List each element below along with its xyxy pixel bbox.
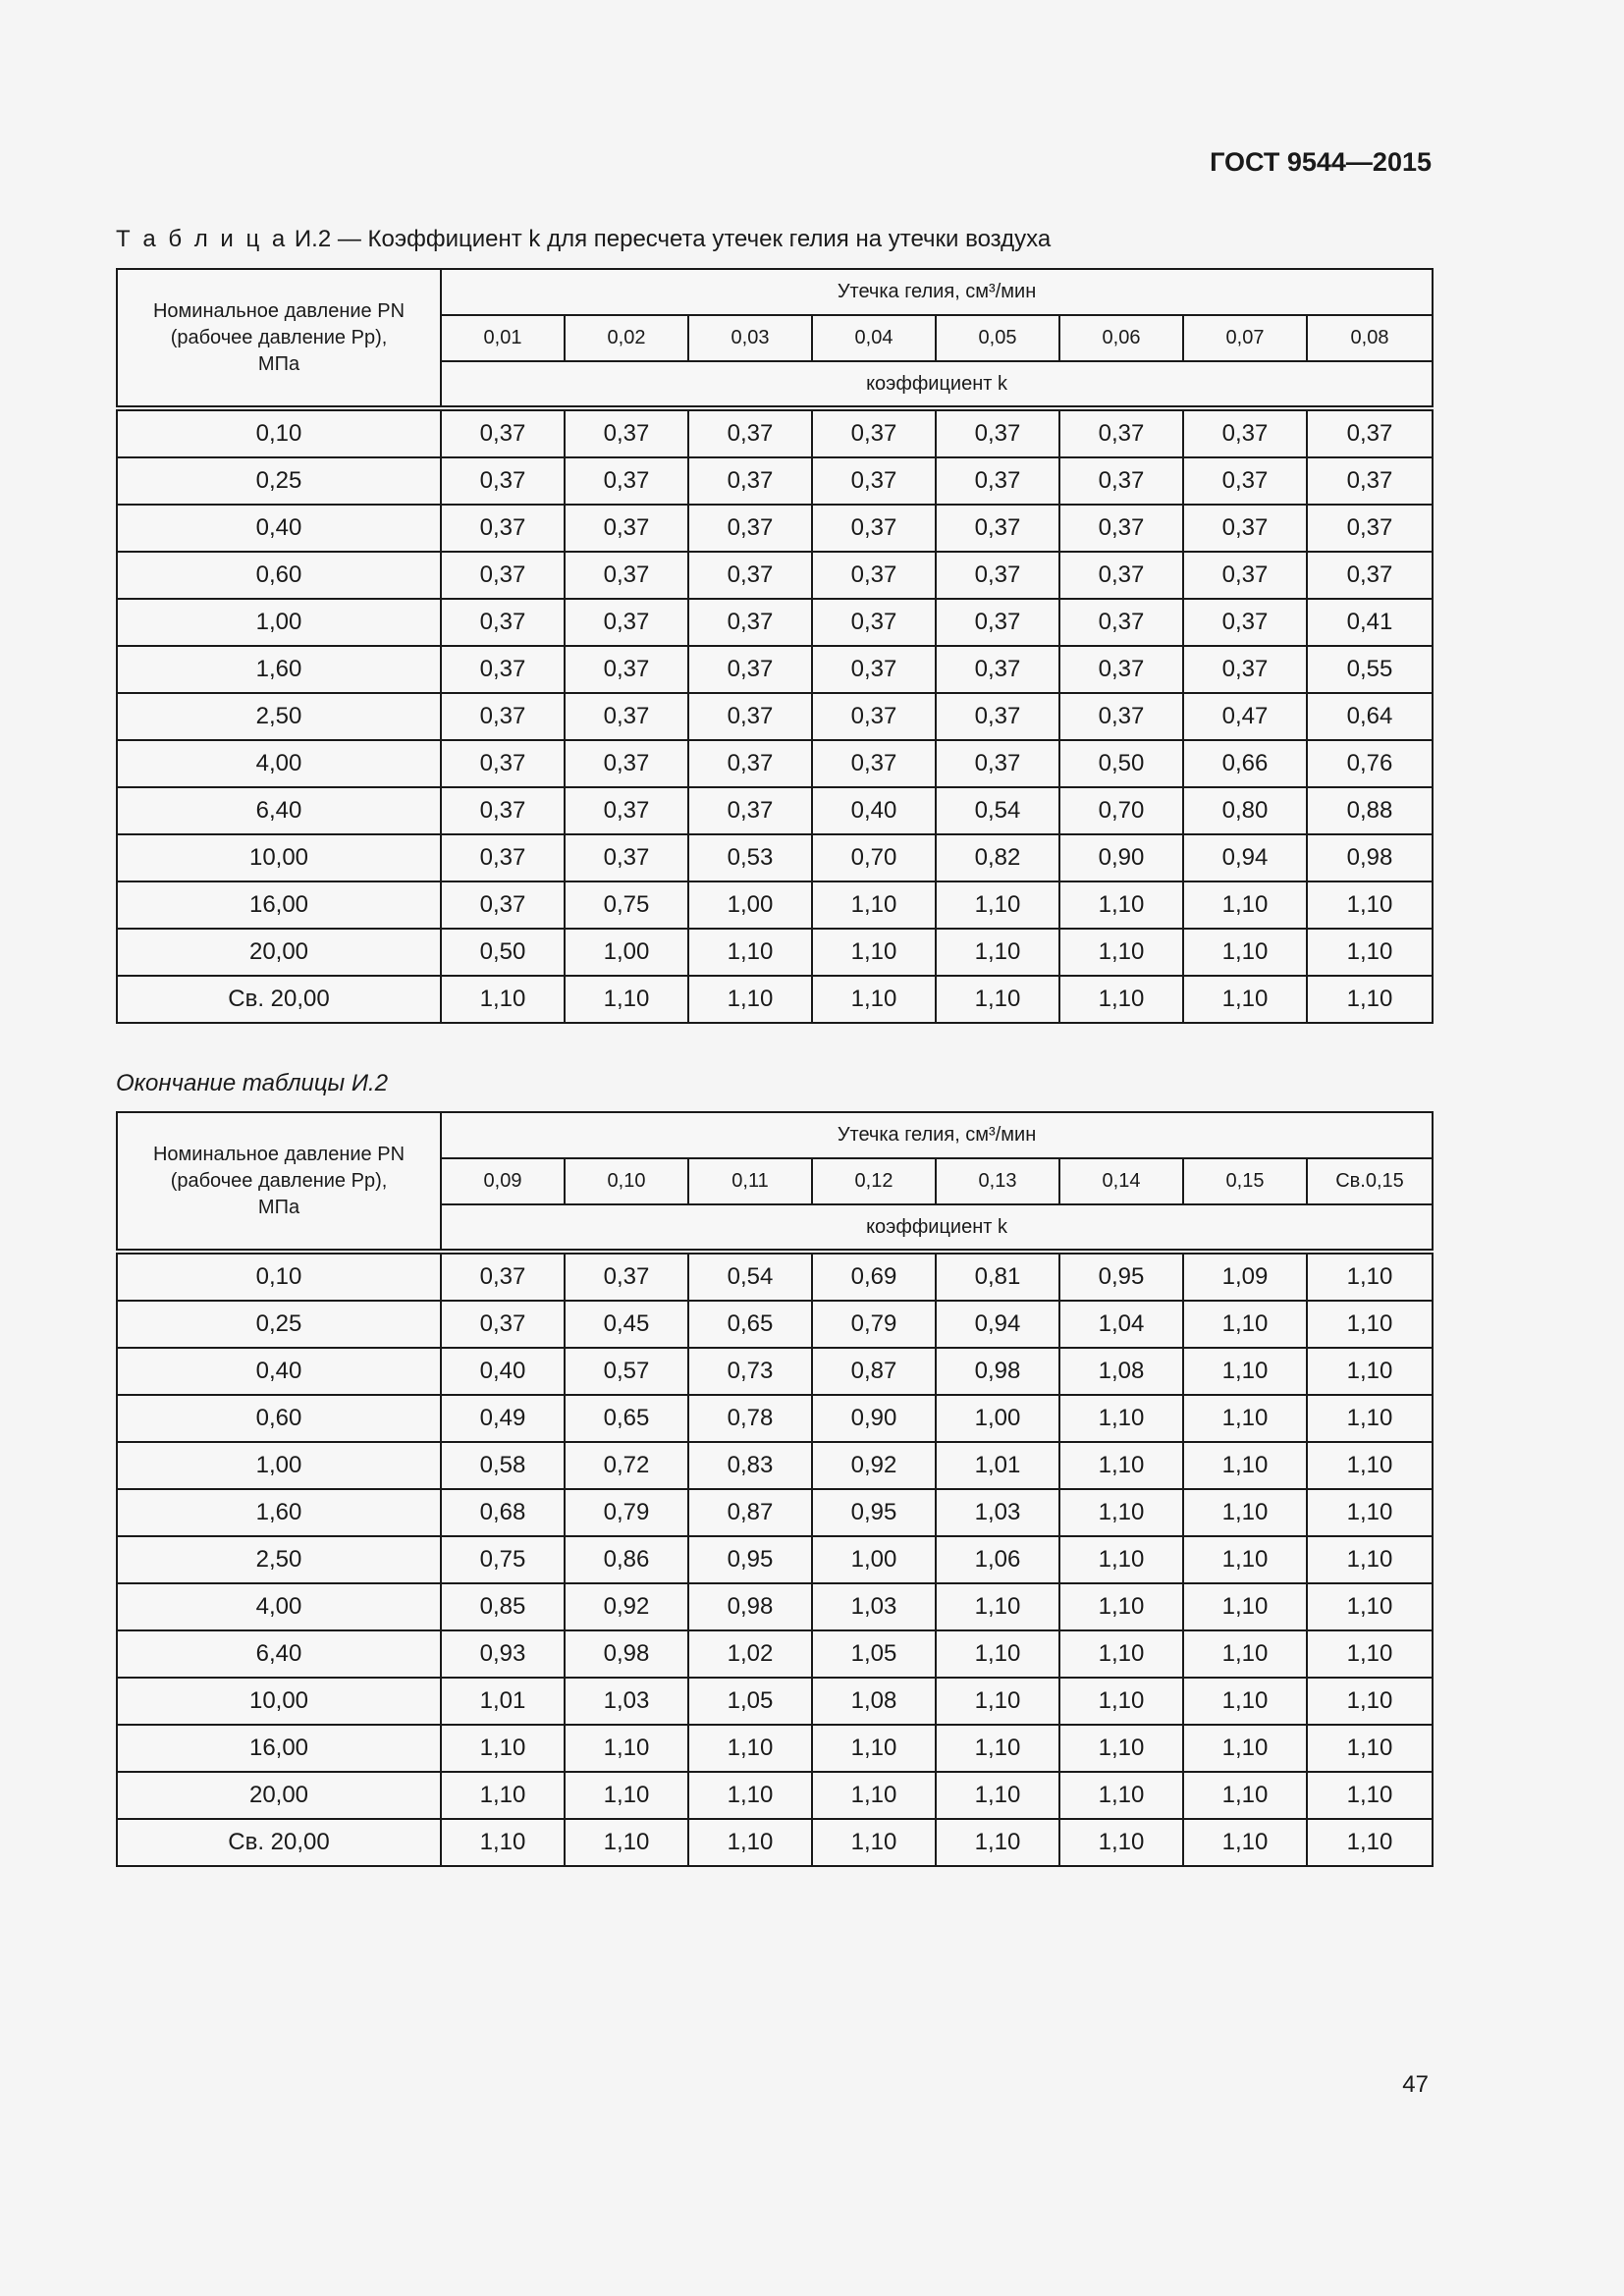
coefficient-cell: 0,75 xyxy=(441,1536,565,1583)
coefficient-cell: 1,10 xyxy=(936,1630,1059,1678)
coefficient-cell: 0,94 xyxy=(936,1301,1059,1348)
leak-value: 0,11 xyxy=(688,1158,812,1204)
coefficient-cell: 1,05 xyxy=(688,1678,812,1725)
table-row xyxy=(117,457,1433,505)
coefficient-cell: 0,37 xyxy=(441,787,565,834)
coefficient-cell: 1,10 xyxy=(565,1725,688,1772)
table-row xyxy=(117,599,1433,646)
table-row xyxy=(117,1252,1433,1301)
table-row xyxy=(117,929,1433,976)
coefficient-cell: 1,10 xyxy=(1183,1819,1307,1866)
coefficient-cell: 1,10 xyxy=(565,976,688,1023)
pressure-cell: 2,50 xyxy=(117,693,441,740)
coefficient-cell: 1,01 xyxy=(441,1678,565,1725)
coefficient-cell: 1,10 xyxy=(688,1725,812,1772)
pressure-cell: 0,25 xyxy=(117,1301,441,1348)
table-body xyxy=(117,408,1433,1023)
coefficient-cell: 1,10 xyxy=(688,976,812,1023)
coefficient-cell: 1,10 xyxy=(1059,1395,1183,1442)
coefficient-cell: 0,98 xyxy=(688,1583,812,1630)
standard-designation: ГОСТ 9544—2015 xyxy=(1210,147,1432,177)
coefficient-cell: 1,02 xyxy=(688,1630,812,1678)
coefficient-cell: 0,70 xyxy=(812,834,936,881)
coefficient-cell: 0,55 xyxy=(1307,646,1433,693)
coefficient-cell: 1,10 xyxy=(936,1772,1059,1819)
coefficient-cell: 1,04 xyxy=(1059,1301,1183,1348)
coefficient-cell: 1,10 xyxy=(936,1678,1059,1725)
coefficient-cell: 0,37 xyxy=(812,505,936,552)
coefficient-cell: 0,45 xyxy=(565,1301,688,1348)
coefficient-cell: 0,90 xyxy=(1059,834,1183,881)
leak-value: 0,04 xyxy=(812,315,936,361)
coefficient-cell: 0,37 xyxy=(1183,599,1307,646)
coefficient-cell: 0,37 xyxy=(565,505,688,552)
coefficient-cell: 1,10 xyxy=(1059,881,1183,929)
coefficient-cell: 1,10 xyxy=(1183,1395,1307,1442)
coefficient-cell: 0,93 xyxy=(441,1630,565,1678)
coefficient-cell: 1,10 xyxy=(565,1772,688,1819)
pressure-cell: 0,25 xyxy=(117,457,441,505)
coefficient-cell: 1,10 xyxy=(1307,1348,1433,1395)
coefficient-cell: 1,10 xyxy=(1183,1489,1307,1536)
coefficient-cell: 0,37 xyxy=(688,646,812,693)
coefficient-cell: 0,37 xyxy=(1059,552,1183,599)
table-row xyxy=(117,1348,1433,1395)
coefficient-cell: 0,87 xyxy=(812,1348,936,1395)
coefficient-cell: 1,06 xyxy=(936,1536,1059,1583)
table-continuation-caption: Окончание таблицы И.2 xyxy=(116,1070,389,1096)
coefficient-cell: 0,37 xyxy=(812,693,936,740)
coefficient-cell: 0,66 xyxy=(1183,740,1307,787)
coefficient-cell: 1,10 xyxy=(1059,1489,1183,1536)
coefficient-cell: 0,37 xyxy=(1183,505,1307,552)
coefficient-cell: 0,37 xyxy=(441,457,565,505)
helium-leak-header: Утечка гелия, см³/мин xyxy=(441,1112,1433,1158)
coefficient-cell: 0,81 xyxy=(936,1252,1059,1301)
table-row xyxy=(117,1772,1433,1819)
coefficient-cell: 0,75 xyxy=(565,881,688,929)
coefficient-cell: 1,10 xyxy=(1183,881,1307,929)
coefficient-cell: 0,37 xyxy=(565,787,688,834)
table-row xyxy=(117,740,1433,787)
coefficient-cell: 1,10 xyxy=(688,1819,812,1866)
coefficient-cell: 0,64 xyxy=(1307,693,1433,740)
coefficient-cell: 0,47 xyxy=(1183,693,1307,740)
pressure-column-header xyxy=(117,1112,441,1252)
coefficient-cell: 0,37 xyxy=(936,552,1059,599)
coefficient-cell: 1,10 xyxy=(1059,1819,1183,1866)
table-row xyxy=(117,1725,1433,1772)
coefficient-cell: 0,37 xyxy=(441,552,565,599)
coefficient-cell: 1,10 xyxy=(1183,1348,1307,1395)
coefficient-cell: 0,37 xyxy=(936,505,1059,552)
coefficient-cell: 0,76 xyxy=(1307,740,1433,787)
coefficient-cell: 1,10 xyxy=(1059,1442,1183,1489)
pressure-cell: 1,00 xyxy=(117,1442,441,1489)
pressure-cell: 16,00 xyxy=(117,881,441,929)
table-row xyxy=(117,1489,1433,1536)
coefficient-cell: 0,37 xyxy=(688,552,812,599)
coefficient-cell: 0,37 xyxy=(812,740,936,787)
pressure-cell: 4,00 xyxy=(117,740,441,787)
table-row xyxy=(117,408,1433,457)
coefficient-cell: 1,10 xyxy=(1307,1536,1433,1583)
coefficient-cell: 0,68 xyxy=(441,1489,565,1536)
table-caption-label: Т а б л и ц а xyxy=(116,226,289,252)
pressure-cell: 6,40 xyxy=(117,1630,441,1678)
helium-leak-header: Утечка гелия, см³/мин xyxy=(441,269,1433,315)
coefficient-cell: 0,37 xyxy=(565,552,688,599)
coefficient-cell: 0,92 xyxy=(812,1442,936,1489)
coefficient-cell: 1,10 xyxy=(936,1819,1059,1866)
leak-value: 0,15 xyxy=(1183,1158,1307,1204)
coefficient-cell: 1,10 xyxy=(1183,1301,1307,1348)
coefficient-cell: 1,00 xyxy=(565,929,688,976)
coefficient-cell: 1,10 xyxy=(1307,1583,1433,1630)
coefficient-cell: 1,10 xyxy=(1307,1489,1433,1536)
coefficient-cell: 0,40 xyxy=(441,1348,565,1395)
leak-value: 0,06 xyxy=(1059,315,1183,361)
coefficient-cell: 0,54 xyxy=(688,1252,812,1301)
coefficient-cell: 1,10 xyxy=(1059,1678,1183,1725)
coefficient-cell: 0,79 xyxy=(565,1489,688,1536)
table-body xyxy=(117,1252,1433,1866)
coefficient-cell: 0,37 xyxy=(565,740,688,787)
coefficient-cell: 1,08 xyxy=(1059,1348,1183,1395)
coefficient-cell: 1,10 xyxy=(936,1725,1059,1772)
coefficient-cell: 0,37 xyxy=(688,505,812,552)
coefficient-cell: 0,83 xyxy=(688,1442,812,1489)
table-row xyxy=(117,1301,1433,1348)
coefficient-cell: 0,65 xyxy=(565,1395,688,1442)
coefficient-cell: 0,88 xyxy=(1307,787,1433,834)
coefficient-cell: 1,03 xyxy=(812,1583,936,1630)
coefficient-cell: 0,37 xyxy=(936,408,1059,457)
coefficient-cell: 1,10 xyxy=(812,1772,936,1819)
leak-value: 0,10 xyxy=(565,1158,688,1204)
coefficient-cell: 1,10 xyxy=(812,1725,936,1772)
coefficient-cell: 0,37 xyxy=(441,834,565,881)
coefficient-cell: 1,10 xyxy=(1183,1630,1307,1678)
coefficient-cell: 0,37 xyxy=(812,599,936,646)
coefficient-cell: 0,37 xyxy=(688,408,812,457)
coefficient-cell: 0,87 xyxy=(688,1489,812,1536)
coefficient-cell: 1,00 xyxy=(936,1395,1059,1442)
coefficient-cell: 0,98 xyxy=(936,1348,1059,1395)
coefficient-header: коэффициент k xyxy=(441,361,1433,408)
table-caption xyxy=(116,226,1051,253)
coefficient-table xyxy=(116,268,1434,1024)
coefficient-cell: 1,10 xyxy=(936,929,1059,976)
coefficient-cell: 0,95 xyxy=(688,1536,812,1583)
coefficient-cell: 1,10 xyxy=(1307,881,1433,929)
coefficient-cell: 0,37 xyxy=(1183,457,1307,505)
coefficient-cell: 1,10 xyxy=(1183,976,1307,1023)
pressure-header-line1: Номинальное давление PN xyxy=(152,1143,406,1165)
coefficient-cell: 0,79 xyxy=(812,1301,936,1348)
table-row xyxy=(117,552,1433,599)
table-row xyxy=(117,646,1433,693)
coefficient-cell: 0,37 xyxy=(688,740,812,787)
coefficient-cell: 0,37 xyxy=(1059,505,1183,552)
coefficient-cell: 1,08 xyxy=(812,1678,936,1725)
coefficient-cell: 0,37 xyxy=(565,408,688,457)
pressure-header-line2: (рабочее давление Pр), xyxy=(170,1169,388,1192)
coefficient-cell: 1,10 xyxy=(1183,1583,1307,1630)
coefficient-cell: 1,10 xyxy=(1307,1819,1433,1866)
coefficient-cell: 0,65 xyxy=(688,1301,812,1348)
table-row xyxy=(117,1678,1433,1725)
coefficient-cell: 0,82 xyxy=(936,834,1059,881)
pressure-column-header xyxy=(117,269,441,408)
table-row xyxy=(117,1442,1433,1489)
coefficient-cell: 1,10 xyxy=(565,1819,688,1866)
coefficient-cell: 0,98 xyxy=(1307,834,1433,881)
coefficient-cell: 0,94 xyxy=(1183,834,1307,881)
pressure-cell: 10,00 xyxy=(117,834,441,881)
coefficient-cell: 1,10 xyxy=(1183,1725,1307,1772)
leak-value: Св.0,15 xyxy=(1307,1158,1433,1204)
coefficient-cell: 0,37 xyxy=(688,457,812,505)
coefficient-cell: 0,37 xyxy=(1307,552,1433,599)
coefficient-cell: 1,10 xyxy=(1059,976,1183,1023)
coefficient-cell: 0,37 xyxy=(1059,646,1183,693)
coefficient-cell: 1,09 xyxy=(1183,1252,1307,1301)
coefficient-cell: 0,98 xyxy=(565,1630,688,1678)
coefficient-cell: 0,57 xyxy=(565,1348,688,1395)
coefficient-cell: 1,10 xyxy=(936,976,1059,1023)
pressure-cell: 0,40 xyxy=(117,505,441,552)
table-row xyxy=(117,1395,1433,1442)
leak-value: 0,02 xyxy=(565,315,688,361)
coefficient-cell: 0,58 xyxy=(441,1442,565,1489)
coefficient-cell: 0,37 xyxy=(441,1301,565,1348)
coefficient-cell: 1,10 xyxy=(1307,1772,1433,1819)
coefficient-cell: 0,49 xyxy=(441,1395,565,1442)
coefficient-cell: 0,37 xyxy=(1059,408,1183,457)
coefficient-cell: 1,10 xyxy=(1307,929,1433,976)
coefficient-cell: 0,54 xyxy=(936,787,1059,834)
coefficient-cell: 0,40 xyxy=(812,787,936,834)
coefficient-cell: 0,37 xyxy=(1183,552,1307,599)
coefficient-cell: 1,10 xyxy=(1059,1536,1183,1583)
leak-value: 0,08 xyxy=(1307,315,1433,361)
coefficient-cell: 1,10 xyxy=(1307,976,1433,1023)
leak-value: 0,13 xyxy=(936,1158,1059,1204)
pressure-cell: 0,60 xyxy=(117,552,441,599)
page-number: 47 xyxy=(1402,2071,1429,2098)
pressure-header-line1: Номинальное давление PN xyxy=(152,299,406,322)
coefficient-cell: 0,72 xyxy=(565,1442,688,1489)
coefficient-cell: 1,10 xyxy=(688,929,812,976)
coefficient-cell: 1,00 xyxy=(688,881,812,929)
pressure-cell: 0,60 xyxy=(117,1395,441,1442)
coefficient-cell: 0,37 xyxy=(1059,599,1183,646)
coefficient-cell: 1,10 xyxy=(1307,1252,1433,1301)
coefficient-cell: 1,10 xyxy=(441,1819,565,1866)
coefficient-cell: 1,10 xyxy=(441,1772,565,1819)
coefficient-cell: 1,10 xyxy=(812,976,936,1023)
pressure-header-line2: (рабочее давление Pр), xyxy=(170,326,388,348)
pressure-cell: 6,40 xyxy=(117,787,441,834)
coefficient-cell: 1,10 xyxy=(1059,1630,1183,1678)
coefficient-cell: 0,37 xyxy=(441,646,565,693)
coefficient-cell: 1,10 xyxy=(1059,929,1183,976)
coefficient-cell: 0,37 xyxy=(688,693,812,740)
coefficient-cell: 0,37 xyxy=(688,787,812,834)
coefficient-cell: 0,37 xyxy=(812,552,936,599)
coefficient-cell: 1,10 xyxy=(812,881,936,929)
table-row xyxy=(117,976,1433,1023)
coefficient-cell: 0,37 xyxy=(441,599,565,646)
coefficient-cell: 0,50 xyxy=(1059,740,1183,787)
coefficient-cell: 0,37 xyxy=(441,740,565,787)
leak-value: 0,01 xyxy=(441,315,565,361)
coefficient-cell: 1,10 xyxy=(1183,929,1307,976)
leak-value: 0,05 xyxy=(936,315,1059,361)
pressure-cell: 1,60 xyxy=(117,646,441,693)
coefficient-cell: 0,37 xyxy=(565,646,688,693)
coefficient-cell: 0,37 xyxy=(1059,693,1183,740)
pressure-cell: 20,00 xyxy=(117,1772,441,1819)
coefficient-cell: 0,78 xyxy=(688,1395,812,1442)
leak-value: 0,03 xyxy=(688,315,812,361)
coefficient-cell: 0,37 xyxy=(565,693,688,740)
coefficient-cell: 1,03 xyxy=(936,1489,1059,1536)
coefficient-cell: 1,10 xyxy=(936,881,1059,929)
coefficient-cell: 1,10 xyxy=(1183,1678,1307,1725)
coefficient-cell: 0,37 xyxy=(441,505,565,552)
coefficient-cell: 1,10 xyxy=(1183,1772,1307,1819)
table-row xyxy=(117,1536,1433,1583)
coefficient-cell: 0,37 xyxy=(1183,646,1307,693)
coefficient-cell: 0,86 xyxy=(565,1536,688,1583)
coefficient-cell: 0,37 xyxy=(565,599,688,646)
table-row xyxy=(117,1583,1433,1630)
coefficient-cell: 0,53 xyxy=(688,834,812,881)
coefficient-cell: 0,95 xyxy=(812,1489,936,1536)
table-row xyxy=(117,834,1433,881)
table-row xyxy=(117,1630,1433,1678)
coefficient-cell: 1,03 xyxy=(565,1678,688,1725)
table-row xyxy=(117,505,1433,552)
coefficient-cell: 0,37 xyxy=(936,693,1059,740)
coefficient-cell: 0,69 xyxy=(812,1252,936,1301)
coefficient-cell: 0,37 xyxy=(812,457,936,505)
coefficient-cell: 1,10 xyxy=(1059,1725,1183,1772)
table-caption-text: И.2 — Коэффициент k для пересчета утечек гелия на утечки воздуха xyxy=(288,226,1052,252)
coefficient-cell: 0,37 xyxy=(565,1252,688,1301)
coefficient-header: коэффициент k xyxy=(441,1204,1433,1252)
pressure-cell: 10,00 xyxy=(117,1678,441,1725)
coefficient-cell: 1,10 xyxy=(1307,1301,1433,1348)
coefficient-cell: 1,10 xyxy=(1307,1442,1433,1489)
coefficient-cell: 1,10 xyxy=(441,1725,565,1772)
coefficient-cell: 1,10 xyxy=(812,929,936,976)
coefficient-cell: 0,37 xyxy=(936,646,1059,693)
coefficient-cell: 1,10 xyxy=(1059,1583,1183,1630)
coefficient-cell: 0,37 xyxy=(1183,408,1307,457)
pressure-cell: 0,10 xyxy=(117,408,441,457)
leak-value: 0,09 xyxy=(441,1158,565,1204)
coefficient-cell: 0,41 xyxy=(1307,599,1433,646)
coefficient-cell: 0,37 xyxy=(565,457,688,505)
coefficient-cell: 1,10 xyxy=(1183,1536,1307,1583)
coefficient-cell: 1,01 xyxy=(936,1442,1059,1489)
table-row xyxy=(117,881,1433,929)
coefficient-table-continuation xyxy=(116,1111,1434,1867)
coefficient-cell: 0,37 xyxy=(688,599,812,646)
pressure-cell: 0,10 xyxy=(117,1252,441,1301)
coefficient-cell: 0,37 xyxy=(441,1252,565,1301)
coefficient-cell: 0,37 xyxy=(565,834,688,881)
pressure-cell: 1,60 xyxy=(117,1489,441,1536)
coefficient-cell: 0,70 xyxy=(1059,787,1183,834)
coefficient-cell: 0,37 xyxy=(1307,408,1433,457)
table-row xyxy=(117,693,1433,740)
pressure-cell: Св. 20,00 xyxy=(117,976,441,1023)
pressure-cell: 16,00 xyxy=(117,1725,441,1772)
coefficient-cell: 1,10 xyxy=(936,1583,1059,1630)
coefficient-cell: 0,92 xyxy=(565,1583,688,1630)
coefficient-cell: 0,37 xyxy=(1307,457,1433,505)
coefficient-cell: 1,05 xyxy=(812,1630,936,1678)
table-row xyxy=(117,787,1433,834)
coefficient-cell: 0,37 xyxy=(936,740,1059,787)
coefficient-cell: 0,37 xyxy=(936,457,1059,505)
pressure-header-line3: МПа xyxy=(257,1196,300,1218)
coefficient-cell: 0,90 xyxy=(812,1395,936,1442)
coefficient-cell: 0,37 xyxy=(1059,457,1183,505)
coefficient-cell: 1,00 xyxy=(812,1536,936,1583)
coefficient-cell: 1,10 xyxy=(1183,1442,1307,1489)
coefficient-cell: 1,10 xyxy=(688,1772,812,1819)
coefficient-cell: 0,85 xyxy=(441,1583,565,1630)
coefficient-cell: 1,10 xyxy=(441,976,565,1023)
pressure-cell: 2,50 xyxy=(117,1536,441,1583)
coefficient-cell: 1,10 xyxy=(1059,1772,1183,1819)
coefficient-cell: 0,37 xyxy=(441,881,565,929)
coefficient-cell: 1,10 xyxy=(1307,1678,1433,1725)
coefficient-cell: 0,50 xyxy=(441,929,565,976)
coefficient-cell: 1,10 xyxy=(812,1819,936,1866)
coefficient-cell: 1,10 xyxy=(1307,1395,1433,1442)
leak-value: 0,12 xyxy=(812,1158,936,1204)
coefficient-cell: 1,10 xyxy=(1307,1725,1433,1772)
table-row xyxy=(117,1819,1433,1866)
pressure-cell: 1,00 xyxy=(117,599,441,646)
pressure-cell: 20,00 xyxy=(117,929,441,976)
coefficient-cell: 1,10 xyxy=(1307,1630,1433,1678)
coefficient-cell: 0,73 xyxy=(688,1348,812,1395)
leak-value: 0,14 xyxy=(1059,1158,1183,1204)
coefficient-cell: 0,37 xyxy=(441,408,565,457)
pressure-header-line3: МПа xyxy=(257,352,300,375)
coefficient-cell: 0,37 xyxy=(936,599,1059,646)
coefficient-cell: 0,80 xyxy=(1183,787,1307,834)
leak-value: 0,07 xyxy=(1183,315,1307,361)
coefficient-cell: 0,95 xyxy=(1059,1252,1183,1301)
pressure-cell: 4,00 xyxy=(117,1583,441,1630)
coefficient-cell: 0,37 xyxy=(812,646,936,693)
coefficient-cell: 0,37 xyxy=(812,408,936,457)
coefficient-cell: 0,37 xyxy=(441,693,565,740)
pressure-cell: 0,40 xyxy=(117,1348,441,1395)
pressure-cell: Св. 20,00 xyxy=(117,1819,441,1866)
coefficient-cell: 0,37 xyxy=(1307,505,1433,552)
